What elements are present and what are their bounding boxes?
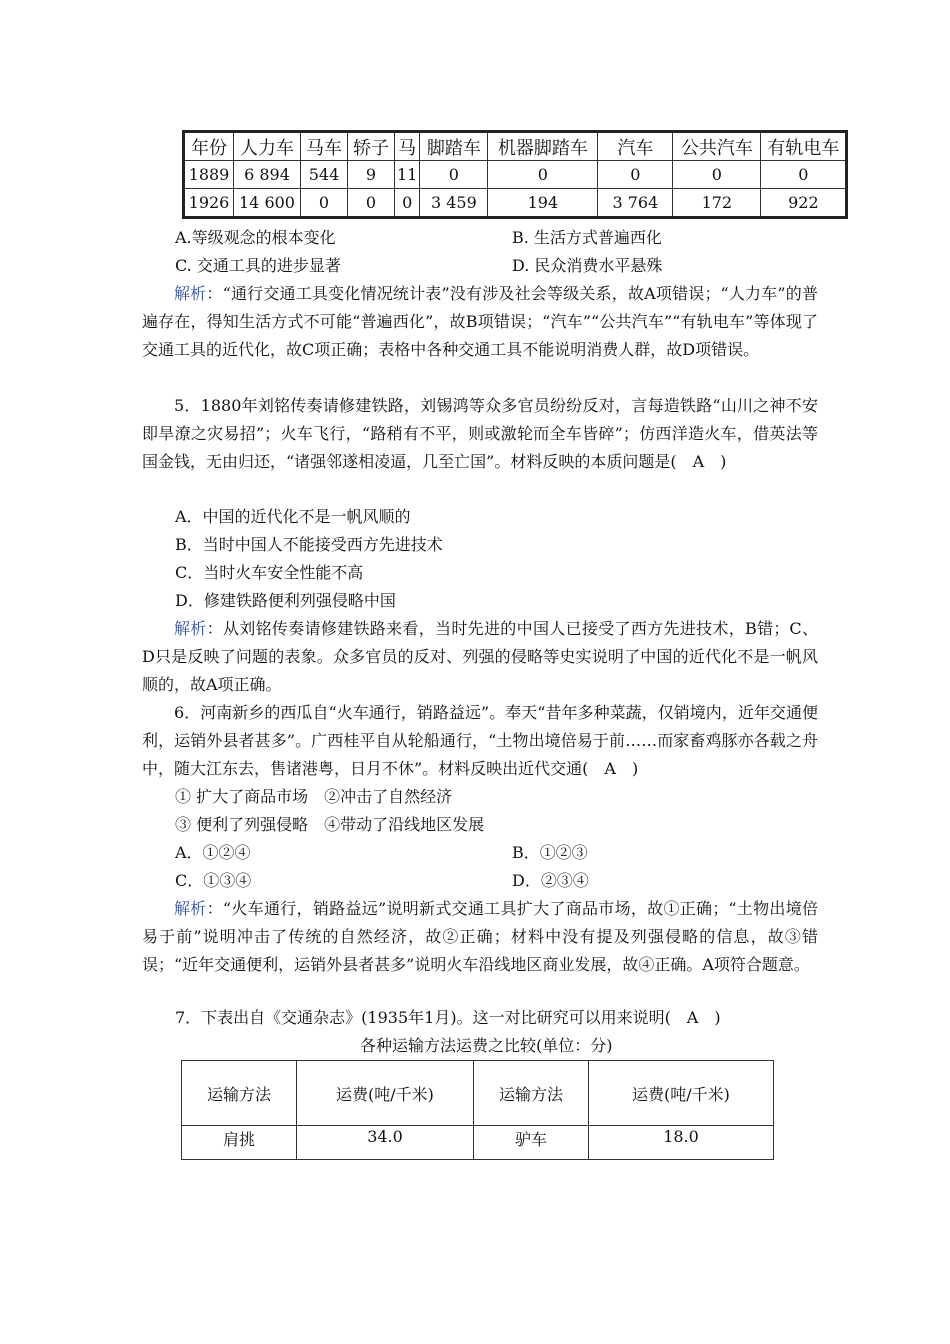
table-header-cell: 运费(吨/千米) — [589, 1061, 774, 1126]
table-cell: 14 600 — [234, 189, 301, 218]
transport-stats-table — [182, 130, 848, 219]
q6-option-d: D．②③④ — [512, 871, 589, 890]
q5-option-c: C．当时火车安全性能不高 — [175, 563, 364, 582]
q4-option-d: D. 民众消费水平悬殊 — [512, 256, 663, 275]
q7-stem: 7．下表出自《交通杂志》(1935年1月)。这一对比研究可以用来说明( A ) — [175, 1008, 721, 1027]
table-header-row — [184, 132, 847, 161]
q6-option-a: A．①②④ — [175, 843, 251, 862]
table-cell: 9 — [348, 161, 395, 189]
table-cell: 3 459 — [420, 189, 488, 218]
q6-option-b: B．①②③ — [512, 843, 588, 862]
analysis-text: ：从刘铭传奏请修建铁路来看，当时先进的中国人已接受了西方先进技术，B错；C、D只是反映了问题的表象。众多官员的反对、列强的侵略等史实说明了中国的近代化不是一帆风顺的，故A项正确。 — [142, 619, 818, 694]
table-cell: 0 — [348, 189, 395, 218]
table-cell: 172 — [673, 189, 761, 218]
table-cell: 922 — [761, 189, 847, 218]
table-cell: 34.0 — [297, 1126, 474, 1160]
table-row — [184, 189, 847, 218]
q4-option-a: A.等级观念的根本变化 — [175, 228, 336, 247]
table-header-cell: 公共汽车 — [673, 132, 761, 161]
table-cell: 1926 — [184, 189, 234, 218]
q6-option-c: C．①③④ — [175, 871, 252, 890]
q5-analysis — [142, 615, 818, 699]
question-text: 5．1880年刘铭传奏请修建铁路，刘锡鸿等众多官员纷纷反对，言每造铁路“山川之神不安即旱潦之灾易招”；火车飞行，“路稍有不平，则或激轮而全车皆碎”；仿西洋造火车，借英法等国金钱，无由归还，“诸强邻遂相凌逼，几至亡国”。材料反映的本质问题是( A ) — [142, 396, 818, 471]
table-cell: 0 — [395, 189, 420, 218]
q6-items-line2: ③ 便利了列强侵略 ④带动了沿线地区发展 — [175, 815, 485, 834]
table-cell: 11 — [395, 161, 420, 189]
table-cell: 18.0 — [589, 1126, 774, 1160]
q4-option-c: C. 交通工具的进步显著 — [175, 256, 341, 275]
table-header-cell: 运费(吨/千米) — [297, 1061, 474, 1126]
table-header-cell: 马 — [395, 132, 420, 161]
q5-option-b: B．当时中国人不能接受西方先进技术 — [175, 535, 443, 554]
table-cell: 0 — [488, 161, 598, 189]
q5-stem — [142, 392, 818, 476]
table-header-cell: 年份 — [184, 132, 234, 161]
table-cell: 1889 — [184, 161, 234, 189]
table-cell: 0 — [420, 161, 488, 189]
table-cell: 驴车 — [474, 1126, 589, 1160]
table-header-cell: 人力车 — [234, 132, 301, 161]
q6-analysis — [142, 895, 818, 979]
table-header-cell: 轿子 — [348, 132, 395, 161]
table-cell: 6 894 — [234, 161, 301, 189]
table-cell: 0 — [673, 161, 761, 189]
q4-option-b: B. 生活方式普遍西化 — [512, 228, 662, 247]
table-cell: 0 — [301, 189, 348, 218]
table-cell: 3 764 — [598, 189, 673, 218]
table-cell: 肩挑 — [182, 1126, 297, 1160]
table-header-row — [182, 1061, 774, 1126]
q7-table-title: 各种运输方法运费之比较(单位：分) — [360, 1036, 613, 1055]
q6-stem — [142, 699, 818, 783]
analysis-text: ：“火车通行，销路益远”说明新式交通工具扩大了商品市场，故①正确；“土物出境倍易于前”说明冲击了传统的自然经济，故②正确；材料中没有提及列强侵略的信息，故③错误；“近年交通便利，运销外县者甚多”说明火车沿线地区商业发展，故④正确。A项符合题意。 — [142, 899, 818, 974]
table-header-cell: 有轨电车 — [761, 132, 847, 161]
q6-items-line1: ① 扩大了商品市场 ②冲击了自然经济 — [175, 787, 453, 806]
table-header-cell: 运输方法 — [474, 1061, 589, 1126]
table-header-cell: 脚踏车 — [420, 132, 488, 161]
table-header-cell: 马车 — [301, 132, 348, 161]
freight-cost-table — [181, 1060, 774, 1160]
analysis-label: 解析 — [174, 284, 207, 303]
table-cell: 194 — [488, 189, 598, 218]
table-row — [182, 1126, 774, 1160]
analysis-text: ：“通行交通工具变化情况统计表”没有涉及社会等级关系，故A项错误；“人力车”的普遍存在，得知生活方式不可能“普遍西化”，故B项错误；“汽车”“公共汽车”“有轨电车”等体现了交通工具的近代化，故C项正确；表格中各种交通工具不能说明消费人群，故D项错误。 — [142, 284, 818, 359]
table-header-cell: 机器脚踏车 — [488, 132, 598, 161]
question-text: 6．河南新乡的西瓜自“火车通行，销路益远”。奉天“昔年多种菜蔬，仅销境内，近年交通便利，运销外县者甚多”。广西桂平自从轮船通行，“土物出境倍易于前……而家畜鸡豚亦各载之舟中，随大江东去，售诸港粤，日月不休”。材料反映出近代交通( A ) — [142, 703, 818, 778]
q4-analysis — [142, 280, 818, 364]
q5-option-a: A．中国的近代化不是一帆风顺的 — [175, 507, 411, 526]
table-cell: 0 — [761, 161, 847, 189]
table-cell: 544 — [301, 161, 348, 189]
q5-option-d: D．修建铁路便利列强侵略中国 — [175, 591, 396, 610]
analysis-label: 解析 — [174, 619, 207, 638]
table-header-cell: 汽车 — [598, 132, 673, 161]
table-cell: 0 — [598, 161, 673, 189]
table-header-cell: 运输方法 — [182, 1061, 297, 1126]
table-row — [184, 161, 847, 189]
analysis-label: 解析 — [174, 899, 207, 918]
